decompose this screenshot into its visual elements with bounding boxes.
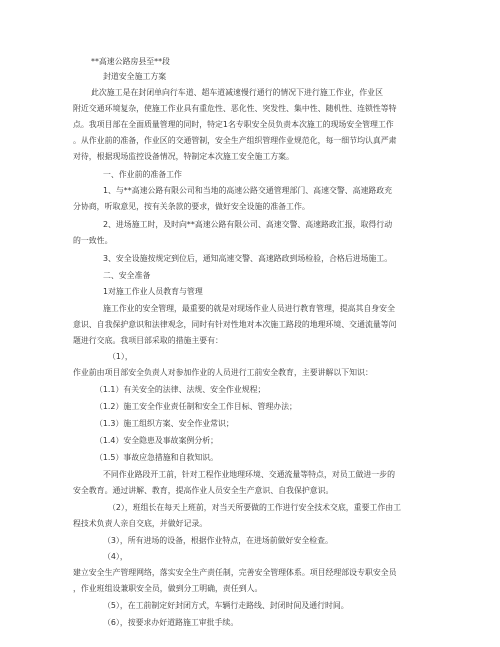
paragraph-line: 安全教育。通过讲解、教育，提高作业人员安全生产意识、自我保护意识。 (73, 486, 334, 495)
list-marker: （1）， (108, 352, 133, 361)
document-subtitle: 封道安全施工方案 (103, 72, 167, 81)
document-page (73, 0, 433, 647)
paragraph-line: （3），所有进场的设备，根据作业特点，在进场前做好安全检查。 (103, 536, 333, 545)
paragraph-line: （6），按要求办好道路施工审批手续。 (103, 618, 239, 627)
paragraph-line: 的一致性。 (73, 236, 113, 245)
list-item: （1.5）事故应急措施和自救知识。 (95, 453, 219, 462)
paragraph-line: 3、安全设施按规定到位后，通知高速交警、高速路政到场检验，合格后进场施工。 (103, 254, 393, 263)
paragraph-line: 此次施工是在封闭单向行车道、超车道减速慢行通行的情况下进行施工作业，作业区 (91, 88, 383, 97)
paragraph-line: （2），班组长在每天上班前，对当天所要做的工作进行安全技术交底，重要工作由工 (108, 503, 402, 512)
paragraph-line: ，作业班组设兼职安全员，做到分工明确，责任到人。 (73, 584, 263, 593)
paragraph-line: 分协商，听取意见，按有关条款的要求，做好安全设施的准备工作。 (73, 202, 310, 211)
paragraph-line: 不同作业路段开工前，针对工程作业地理环境、交通流量等特点，对员工做进一步的 (103, 470, 395, 479)
section-heading: 二、安全准备 (103, 271, 151, 280)
paragraph-line: 程技术负责人亲自交底，并做好记录。 (73, 519, 208, 528)
list-item: （1.2）施工安全作业责任制和安全工作目标、管理办法； (95, 402, 297, 411)
section-heading: 一、作业前的准备工作 (103, 170, 182, 179)
paragraph-line: 点。我项目部在全面质量管理的同时，特定1名专职安全员负责本次施工的现场安全管理工作 (73, 120, 394, 129)
list-item: （1.1）有关安全的法律、法规、安全作业规程； (95, 385, 266, 394)
paragraph-line: （5），在工前制定好封闭方式，车辆行走路线、封闭时间及通行时间。 (103, 601, 349, 610)
paragraph-line: 意识、自我保护意识和法律观念，同时有针对性地对本次施工路段的地理环境、交通流量等问 (73, 320, 397, 329)
list-marker: （4）， (103, 552, 128, 561)
paragraph-line: 附近交通环境复杂，使施工作业具有重危性、恶化性、突发性、集中性、随机性、连锁性等特 (73, 104, 397, 113)
paragraph-line: 2、进场施工时，及时向**高速公路有限公司、高速交警、高速路政汇报，取得行动 (103, 220, 393, 229)
paragraph-line: 题进行交底。我项目部采取的措施主要有： (73, 336, 223, 345)
paragraph-line: 建立安全生产管理网络，落实安全生产责任制，完善安全管理体系。项目经理部设专职安全员 (73, 568, 397, 577)
paragraph-line: 作业前由项目部安全负责人对参加作业的人员进行工前安全教育，主要讲解以下知识： (73, 368, 373, 377)
document-title: **高速公路房县至**段 (91, 57, 170, 66)
list-item: （1.4）安全隐患及事故案例分析； (95, 436, 219, 445)
paragraph-line: 1、与**高速公路有限公司和当地的高速公路交通管理部门、高速交警、高速路政充 (103, 186, 393, 195)
subsection-heading: 1对施工作业人员教育与管理 (103, 287, 203, 296)
paragraph-line: 施工作业的安全管理，最重要的就是对现场作业人员进行教育管理，提高其自身安全 (103, 304, 395, 313)
list-item: （1.3）施工组织方案、安全作业常识； (95, 419, 234, 428)
paragraph-line: 。从作业前的准备，作业区的交通管制，安全生产组织管理作业规范化，每一细节均认真严肃 (73, 136, 397, 145)
paragraph-line: 对待，根据现场监控设备情况，特制定本次施工安全施工方案。 (73, 152, 294, 161)
